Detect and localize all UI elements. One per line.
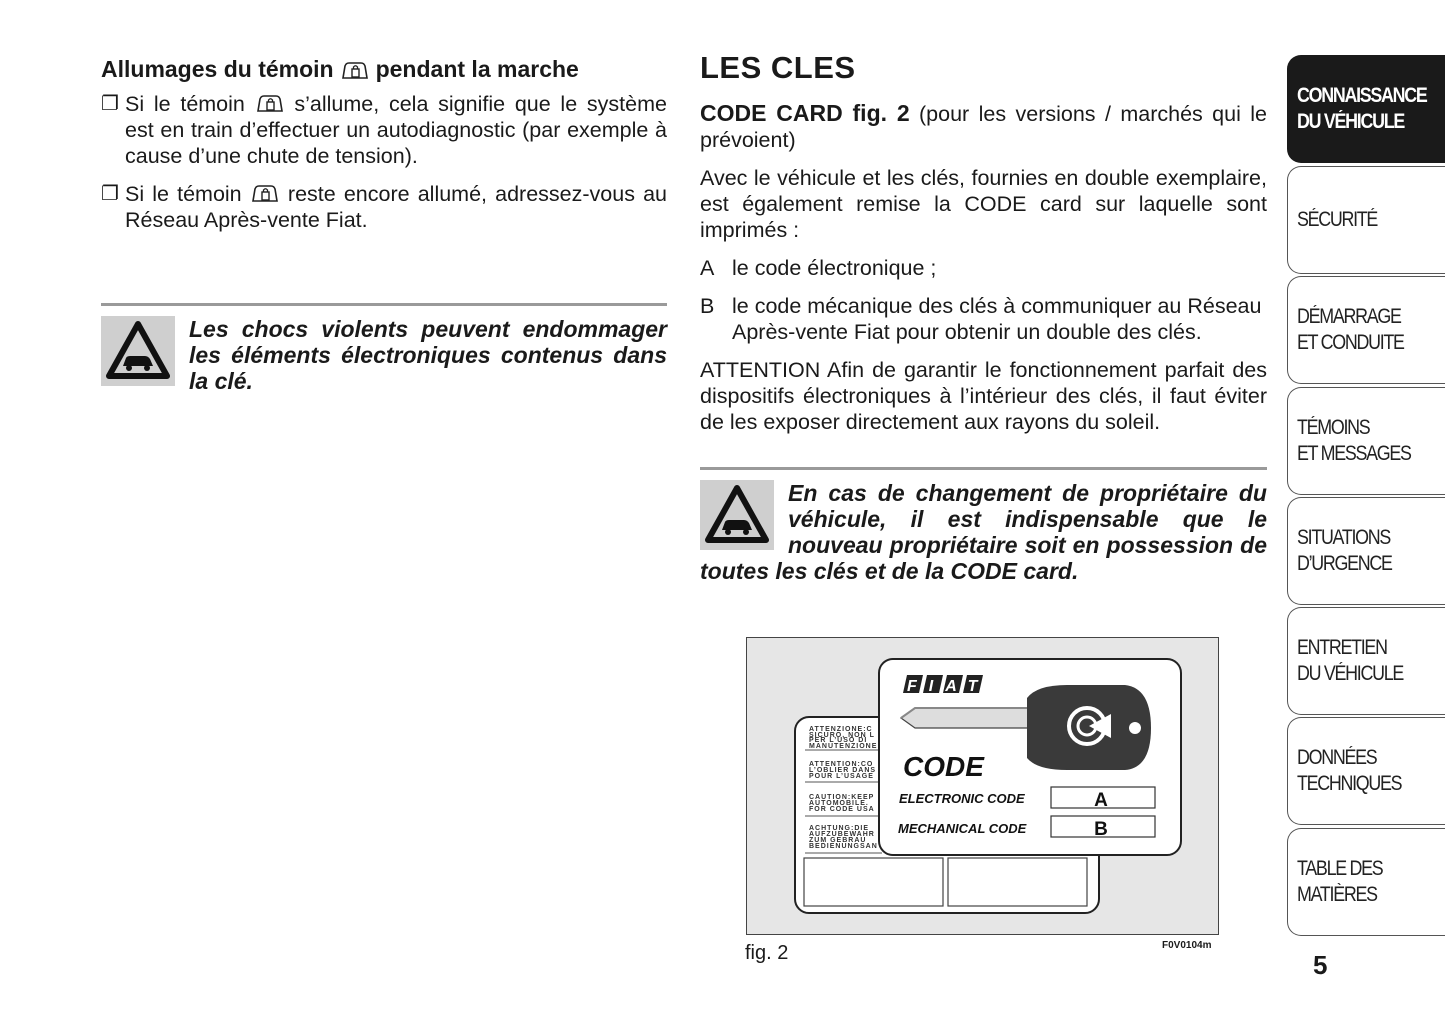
back-text: BEDIENUNGSAN xyxy=(809,843,878,850)
list-item-text xyxy=(125,181,667,233)
back-text: PER L’USO DI xyxy=(809,737,868,744)
list-item xyxy=(700,293,1267,345)
electronic-code-value: A xyxy=(1094,790,1108,811)
electronic-code-label: ELECTRONIC CODE xyxy=(899,791,1025,806)
immobilizer-lamp-icon xyxy=(255,91,285,115)
list-item xyxy=(101,181,667,233)
back-text: ZUM GEBRAU xyxy=(809,837,867,844)
tab-temoins-et-messages[interactable] xyxy=(1287,387,1445,495)
tab-label: ENTRETIEN xyxy=(1297,636,1387,659)
page-title: LES CLES xyxy=(700,50,856,85)
tab-situations-d-urgence[interactable] xyxy=(1287,497,1445,605)
paragraph: Avec le véhicule et les clés, fournies en double exemplaire, est également remise la CODE card sur laquelle sont imprimés : xyxy=(700,166,1267,242)
tab-label: SÉCURITÉ xyxy=(1297,208,1378,231)
mechanical-code-value: B xyxy=(1094,819,1108,840)
text-after: s’allume, cela signifie que le système est en train d’effectuer un autodiagnostic (par exemple à cause d’une chute de tension). xyxy=(125,92,667,168)
page-number: 5 xyxy=(1313,950,1328,980)
warning-car-icon xyxy=(700,480,774,550)
tab-label: TABLE DES xyxy=(1297,857,1383,880)
tab-label: DU VÉHICULE xyxy=(1297,110,1404,133)
item-text: le code mécanique des clés à communiquer au Réseau Après-vente Fiat pour obtenir un double des clés. xyxy=(732,294,1262,344)
warning-box xyxy=(700,467,1267,584)
warning-text: Les chocs violents peuvent endommager les éléments électroniques contenus dans la clé. xyxy=(189,316,667,394)
tab-label: CONNAISSANCE xyxy=(1297,84,1427,107)
heading-text: Allumages du témoin xyxy=(101,56,334,82)
back-text: MANUTENZIONE xyxy=(809,743,878,750)
attention-paragraph: ATTENTION Afin de garantir le fonctionnement parfait des dispositifs électroniques à l’intérieur des clés, il faut éviter de les exposer directement aux rayons du soleil. xyxy=(700,358,1267,434)
tab-label: MATIÈRES xyxy=(1297,883,1377,906)
list-item xyxy=(700,255,1267,281)
text-after: reste encore allumé, adressez-vous au Réseau Après-vente Fiat. xyxy=(125,182,667,232)
back-text: AUFZUBEWAHR xyxy=(809,831,875,838)
back-text: CAUTION:KEEP xyxy=(809,794,875,801)
heading-text-end: pendant la marche xyxy=(375,56,579,82)
figure-code: F0V0104m xyxy=(1162,940,1212,951)
card-title: CODE xyxy=(903,751,984,782)
warning-box xyxy=(101,303,667,394)
tab-label: ET CONDUITE xyxy=(1297,331,1404,354)
code-card-illustration xyxy=(747,638,1218,934)
checkbox-bullet-icon: ❐ xyxy=(101,183,119,205)
warning-text: En cas de changement de propriétaire du véhicule, il est indispensable que le nouveau propriétaire soit en possession de toutes les clés et de la CODE card. xyxy=(700,480,1267,584)
left-column xyxy=(101,56,667,394)
figure-caption: fig. 2 xyxy=(745,942,789,964)
text-before: Si le témoin xyxy=(125,92,245,116)
section-heading xyxy=(101,56,667,83)
immobilizer-lamp-icon xyxy=(340,58,370,82)
tab-label: DÉMARRAGE xyxy=(1297,305,1401,328)
tab-label: DU VÉHICULE xyxy=(1297,662,1403,685)
tab-label: SITUATIONS xyxy=(1297,526,1391,549)
tab-label: TÉMOINS xyxy=(1297,416,1370,439)
mechanical-code-label: MECHANICAL CODE xyxy=(898,821,1027,836)
tab-label: ET MESSAGES xyxy=(1297,442,1411,465)
list-item-text xyxy=(125,91,667,169)
subtitle-rest: (pour les versions / marchés qui le prévoient) xyxy=(700,102,1267,152)
text-before: Si le témoin xyxy=(125,182,242,206)
subtitle-bold: CODE CARD fig. 2 xyxy=(700,100,910,126)
tab-securite[interactable] xyxy=(1287,166,1445,274)
svg-text:FIAT: FIAT xyxy=(907,678,990,695)
back-text: FOR CODE USA xyxy=(809,806,875,813)
tab-label: TECHNIQUES xyxy=(1297,772,1402,795)
item-letter: B xyxy=(700,294,715,318)
back-text: POUR L’USAGE xyxy=(809,773,874,780)
subtitle xyxy=(700,100,1267,153)
back-text: ACHTUNG:DIE xyxy=(809,825,869,832)
warning-car-icon xyxy=(101,316,175,386)
back-text: ATTENTION:CO xyxy=(809,761,874,768)
immobilizer-lamp-icon xyxy=(250,181,280,205)
tab-table-des-matieres[interactable] xyxy=(1287,828,1445,936)
back-text: SICURO, NON L xyxy=(809,732,875,739)
back-text: AUTOMOBILE. xyxy=(809,800,869,807)
tab-demarrage-et-conduite[interactable] xyxy=(1287,276,1445,384)
tab-label: D’URGENCE xyxy=(1297,552,1392,575)
tab-entretien-du-vehicule[interactable] xyxy=(1287,607,1445,715)
fiat-logo xyxy=(903,675,989,695)
tab-donnees-techniques[interactable] xyxy=(1287,717,1445,825)
back-text: ATTENZIONE:C xyxy=(809,726,873,733)
checkbox-bullet-icon: ❐ xyxy=(101,93,119,115)
list-item xyxy=(101,91,667,169)
main-column xyxy=(700,50,1267,584)
item-letter: A xyxy=(700,256,715,280)
item-text: le code électronique ; xyxy=(732,256,937,280)
back-text: L’OBLIER DANS xyxy=(809,767,877,774)
tab-label: DONNÉES xyxy=(1297,746,1377,769)
code-card-figure xyxy=(746,637,1219,935)
tab-connaissance-du-vehicule[interactable] xyxy=(1287,55,1445,163)
